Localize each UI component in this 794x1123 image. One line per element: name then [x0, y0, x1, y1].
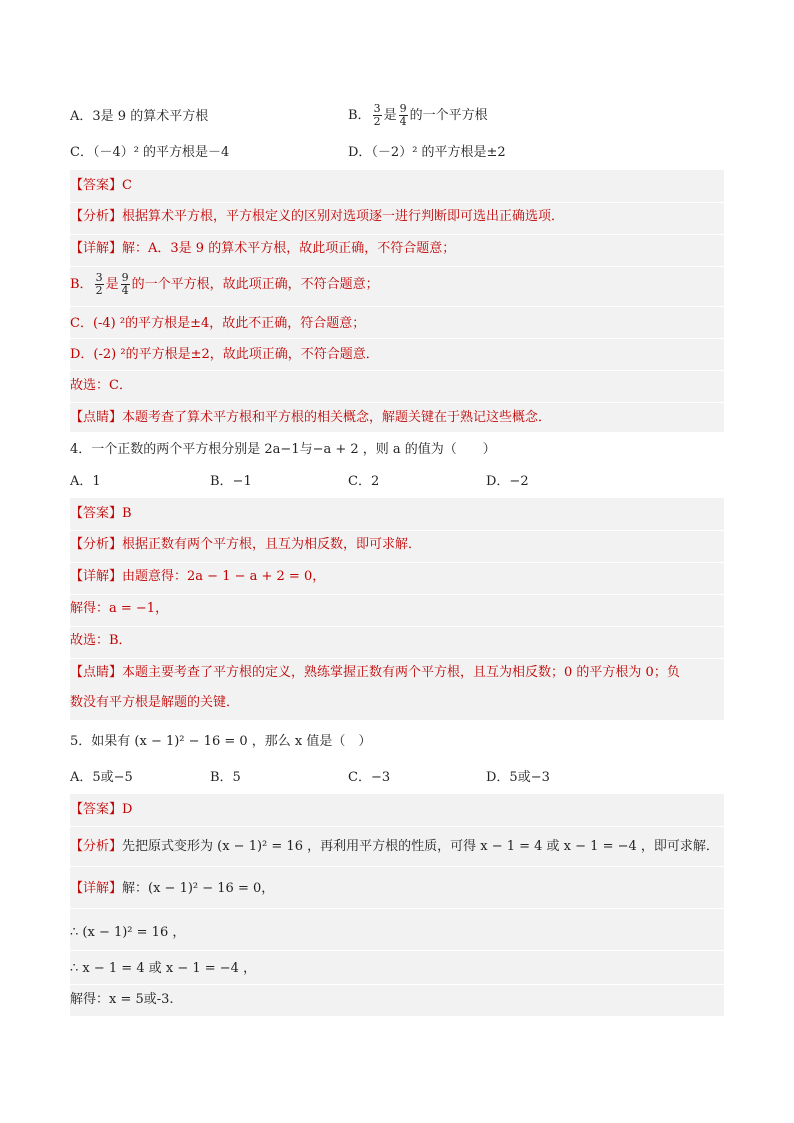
divider: [70, 594, 724, 595]
analysis-text: 先把原式变形为 (x − 1)² = 16 ，再利用平方根的性质，可得 x − 1 = 4 或 x − 1 = −4 ，即可求解．: [122, 839, 719, 854]
divider: [70, 984, 724, 985]
detail-tag: 【详解】: [70, 569, 123, 584]
divider: [70, 908, 724, 909]
q3-option-b-mid: 是: [383, 108, 397, 123]
q3-option-c: C．（－4）² 的平方根是－4: [70, 145, 230, 160]
q4-detail-row-2: 解得：a = −1，: [70, 601, 169, 616]
q4-option-b: B．−1: [210, 474, 252, 489]
q5-option-d: D．5或−3: [486, 770, 550, 785]
q3-answer-row: [70, 177, 724, 195]
analysis-tag: 【分析】: [70, 209, 123, 224]
q4-option-d: D．−2: [486, 474, 529, 489]
divider: [70, 234, 724, 235]
answer-tag: 【答案】: [70, 802, 123, 817]
answer-tag: 【答案】: [70, 178, 123, 193]
q4-analysis-row: [70, 536, 724, 554]
answer-value: D: [122, 802, 133, 817]
q4-option-a: A．1: [70, 474, 101, 489]
detail-mid: 是: [105, 277, 119, 292]
q4-answer-row: [70, 505, 724, 523]
analysis-tag: 【分析】: [70, 839, 123, 854]
divider: [70, 626, 724, 627]
divider: [70, 402, 724, 403]
fraction-denominator: 2: [95, 284, 103, 297]
divider: [70, 370, 724, 371]
q3-choose-row: 故选：C．: [70, 378, 132, 393]
q5-detail-row-3: ∴ x − 1 = 4 或 x − 1 = −4 ，: [70, 961, 257, 976]
fraction-numerator: 9: [121, 271, 129, 284]
q3-option-b-prefix: B．: [348, 108, 371, 123]
q3-comment-row: [70, 409, 724, 427]
q3-option-b: [348, 100, 724, 132]
fraction-numerator: 3: [373, 102, 381, 115]
q5-detail-row-2: ∴ (x − 1)² = 16 ，: [70, 925, 186, 940]
comment-text: 本题主要考查了平方根的定义，熟练掌握正数有两个平方根，且互为相反数；0 的平方根为 0；负: [122, 665, 680, 680]
q5-option-c: C．−3: [348, 770, 391, 785]
q3-detail-row-4: D．(-2) ²的平方根是±2，故此项正确，不符合题意．: [70, 347, 379, 362]
q3-detail-row-2: [70, 268, 724, 302]
q5-solution-box: [70, 794, 724, 1016]
divider: [70, 202, 724, 203]
comment-tag: 【点睛】: [70, 410, 123, 425]
q4-comment-row-2: 数没有平方根是解题的关键．: [70, 695, 240, 710]
q5-detail-row-1: [70, 880, 724, 898]
divider: [70, 530, 724, 531]
divider: [70, 950, 724, 951]
comment-tag: 【点睛】: [70, 665, 123, 680]
answer-value: C: [122, 178, 132, 193]
q5-analysis-row: [70, 838, 724, 856]
q3-analysis-row: [70, 208, 724, 226]
q5-stem: 5．如果有 (x − 1)² − 16 = 0 ，那么 x 值是（ ）: [70, 734, 372, 749]
detail-tag: 【详解】: [70, 241, 123, 256]
analysis-text: 根据算术平方根，平方根定义的区别对选项逐一进行判断即可选出正确选项．: [122, 209, 565, 224]
fraction-9-4: [399, 103, 408, 128]
answer-value: B: [122, 506, 132, 521]
fraction-3-2: [373, 103, 382, 128]
fraction-numerator: 9: [399, 102, 407, 115]
detail-text: 解：(x − 1)² − 16 = 0，: [122, 881, 275, 896]
fraction-denominator: 4: [399, 115, 407, 128]
divider: [70, 562, 724, 563]
q4-stem: 4．一个正数的两个平方根分别是 2a−1与−a + 2 ，则 a 的值为（ ）: [70, 442, 496, 457]
answer-tag: 【答案】: [70, 506, 123, 521]
q3-option-b-suffix: 的一个平方根: [409, 108, 488, 123]
detail-text: 解：A．3是 9 的算术平方根，故此项正确，不符合题意；: [122, 241, 456, 256]
q3-solution-box: [70, 170, 724, 432]
divider: [70, 658, 724, 659]
q4-solution-box: [70, 498, 724, 720]
q5-detail-row-4: 解得：x = 5或-3.: [70, 992, 174, 1007]
comment-text: 本题考查了算术平方根和平方根的相关概念，解题关键在于熟记这些概念．: [122, 410, 552, 425]
divider: [70, 866, 724, 867]
q5-option-b: B．5: [210, 770, 241, 785]
q5-option-a: A．5或−5: [70, 770, 133, 785]
fraction-denominator: 4: [121, 284, 129, 297]
fraction-denominator: 2: [373, 115, 381, 128]
q4-comment-row-1: [70, 664, 724, 682]
detail-text: 由题意得：2a − 1 − a + 2 = 0，: [122, 569, 326, 584]
q4-choose-row: 故选：B．: [70, 633, 132, 648]
fraction-numerator: 3: [95, 271, 103, 284]
detail-prefix: B．: [70, 277, 93, 292]
fraction-3-2: [95, 272, 104, 297]
q5-answer-row: [70, 801, 724, 819]
analysis-tag: 【分析】: [70, 537, 123, 552]
divider: [70, 306, 724, 307]
divider: [70, 266, 724, 267]
divider: [70, 338, 724, 339]
q4-detail-row-1: [70, 568, 724, 586]
q3-option-a: A．3是 9 的算术平方根: [70, 109, 209, 124]
analysis-text: 根据正数有两个平方根，且互为相反数，即可求解．: [122, 537, 422, 552]
fraction-9-4: [121, 272, 130, 297]
q3-option-d: D．（－2）² 的平方根是±2: [348, 145, 506, 160]
q3-detail-row-1: [70, 240, 724, 258]
divider: [70, 826, 724, 827]
q3-detail-row-3: C．(-4) ²的平方根是±4，故此不正确，符合题意；: [70, 316, 366, 331]
detail-tag: 【详解】: [70, 881, 123, 896]
q4-option-c: C．2: [348, 474, 380, 489]
detail-suffix: 的一个平方根，故此项正确，不符合题意；: [131, 277, 379, 292]
